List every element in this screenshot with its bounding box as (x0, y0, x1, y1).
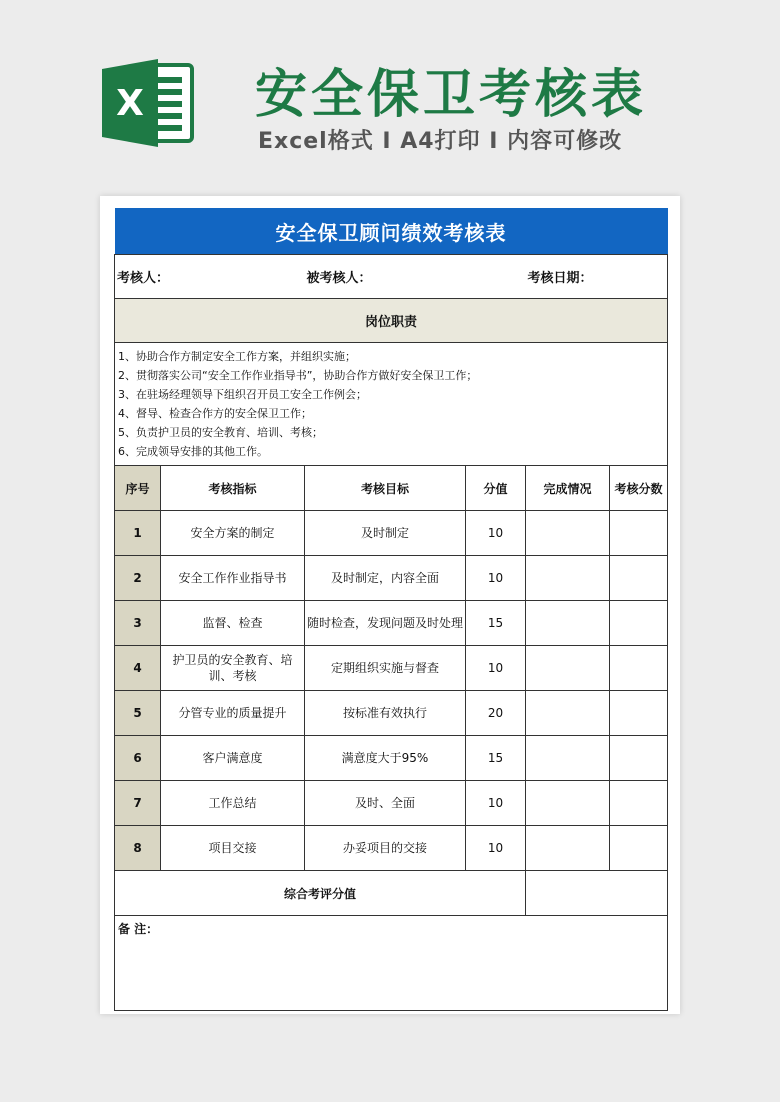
col-header-indicator: 考核指标 (161, 466, 305, 511)
row-no: 2 (115, 556, 161, 601)
row-result-cell[interactable] (610, 691, 668, 736)
row-score: 10 (466, 556, 526, 601)
row-no: 7 (115, 781, 161, 826)
row-score: 20 (466, 691, 526, 736)
table-row (115, 556, 668, 601)
row-no: 3 (115, 601, 161, 646)
table-row (115, 826, 668, 871)
row-indicator: 安全方案的制定 (161, 511, 305, 556)
table-row (115, 601, 668, 646)
row-indicator: 工作总结 (161, 781, 305, 826)
row-score: 10 (466, 826, 526, 871)
row-status-cell[interactable] (526, 781, 610, 826)
row-result-cell[interactable] (610, 781, 668, 826)
row-target: 随时检查，发现问题及时处理 (305, 601, 466, 646)
row-no: 6 (115, 736, 161, 781)
row-no: 4 (115, 646, 161, 691)
row-indicator: 客户满意度 (161, 736, 305, 781)
page-title: 安全保卫考核表 (255, 65, 648, 125)
row-target: 满意度大于95% (305, 736, 466, 781)
row-status-cell[interactable] (526, 736, 610, 781)
row-result-cell[interactable] (610, 511, 668, 556)
page-subtitle: Excel格式 I A4打印 I 内容可修改 (258, 129, 623, 154)
duty-item: 6、完成领导安排的其他工作。 (118, 445, 268, 458)
column-header-row (115, 466, 668, 511)
row-indicator: 项目交接 (161, 826, 305, 871)
row-status-cell[interactable] (526, 511, 610, 556)
row-no: 5 (115, 691, 161, 736)
col-header-no: 序号 (115, 466, 161, 511)
row-target: 及时制定 (305, 511, 466, 556)
page-header (0, 0, 780, 190)
svg-text:X: X (116, 83, 144, 124)
excel-icon (100, 55, 196, 151)
date-field[interactable]: 考核日期： (526, 255, 668, 299)
row-status-cell[interactable] (526, 556, 610, 601)
table-row (115, 736, 668, 781)
row-score: 10 (466, 646, 526, 691)
table-row (115, 781, 668, 826)
row-target: 及时制定，内容全面 (305, 556, 466, 601)
duties-header: 岗位职责 (115, 299, 668, 343)
table-row (115, 691, 668, 736)
col-header-target: 考核目标 (305, 466, 466, 511)
table-row (115, 511, 668, 556)
row-result-cell[interactable] (610, 646, 668, 691)
assessment-sheet (114, 208, 667, 1011)
row-status-cell[interactable] (526, 646, 610, 691)
row-result-cell[interactable] (610, 736, 668, 781)
row-score: 15 (466, 736, 526, 781)
row-indicator: 安全工作作业指导书 (161, 556, 305, 601)
row-indicator: 监督、检查 (161, 601, 305, 646)
total-row (115, 871, 668, 916)
row-indicator: 分管专业的质量提升 (161, 691, 305, 736)
row-status-cell[interactable] (526, 826, 610, 871)
col-header-result: 考核分数 (610, 466, 668, 511)
total-value-cell[interactable] (526, 871, 668, 916)
table-row (115, 646, 668, 691)
assessee-field[interactable]: 被考核人： (305, 255, 526, 299)
row-target: 定期组织实施与督查 (305, 646, 466, 691)
row-target: 按标准有效执行 (305, 691, 466, 736)
duty-item: 5、负责护卫员的安全教育、培训、考核； (118, 426, 323, 439)
row-no: 1 (115, 511, 161, 556)
row-score: 10 (466, 511, 526, 556)
duty-item: 1、协助合作方制定安全工作方案，并组织实施； (118, 350, 356, 363)
row-indicator: 护卫员的安全教育、培训、考核 (161, 646, 305, 691)
row-result-cell[interactable] (610, 826, 668, 871)
duty-item: 2、贯彻落实公司“安全工作作业指导书”，协助合作方做好安全保卫工作； (118, 369, 478, 382)
row-score: 10 (466, 781, 526, 826)
duty-item: 4、督导、检查合作方的安全保卫工作； (118, 407, 312, 420)
notes-cell[interactable]: 备 注： (115, 916, 668, 1011)
total-label: 综合考评分值 (115, 871, 526, 916)
row-status-cell[interactable] (526, 601, 610, 646)
assessment-table (114, 208, 668, 1011)
row-target: 及时、全面 (305, 781, 466, 826)
row-result-cell[interactable] (610, 601, 668, 646)
row-no: 8 (115, 826, 161, 871)
assessor-field[interactable]: 考核人： (115, 255, 305, 299)
row-score: 15 (466, 601, 526, 646)
row-target: 办妥项目的交接 (305, 826, 466, 871)
document-paper (100, 196, 680, 1014)
col-header-score: 分值 (466, 466, 526, 511)
duty-item: 3、在驻场经理领导下组织召开员工安全工作例会； (118, 388, 367, 401)
row-result-cell[interactable] (610, 556, 668, 601)
duties-list (115, 343, 668, 466)
sheet-title: 安全保卫顾问绩效考核表 (115, 208, 668, 255)
col-header-status: 完成情况 (526, 466, 610, 511)
row-status-cell[interactable] (526, 691, 610, 736)
